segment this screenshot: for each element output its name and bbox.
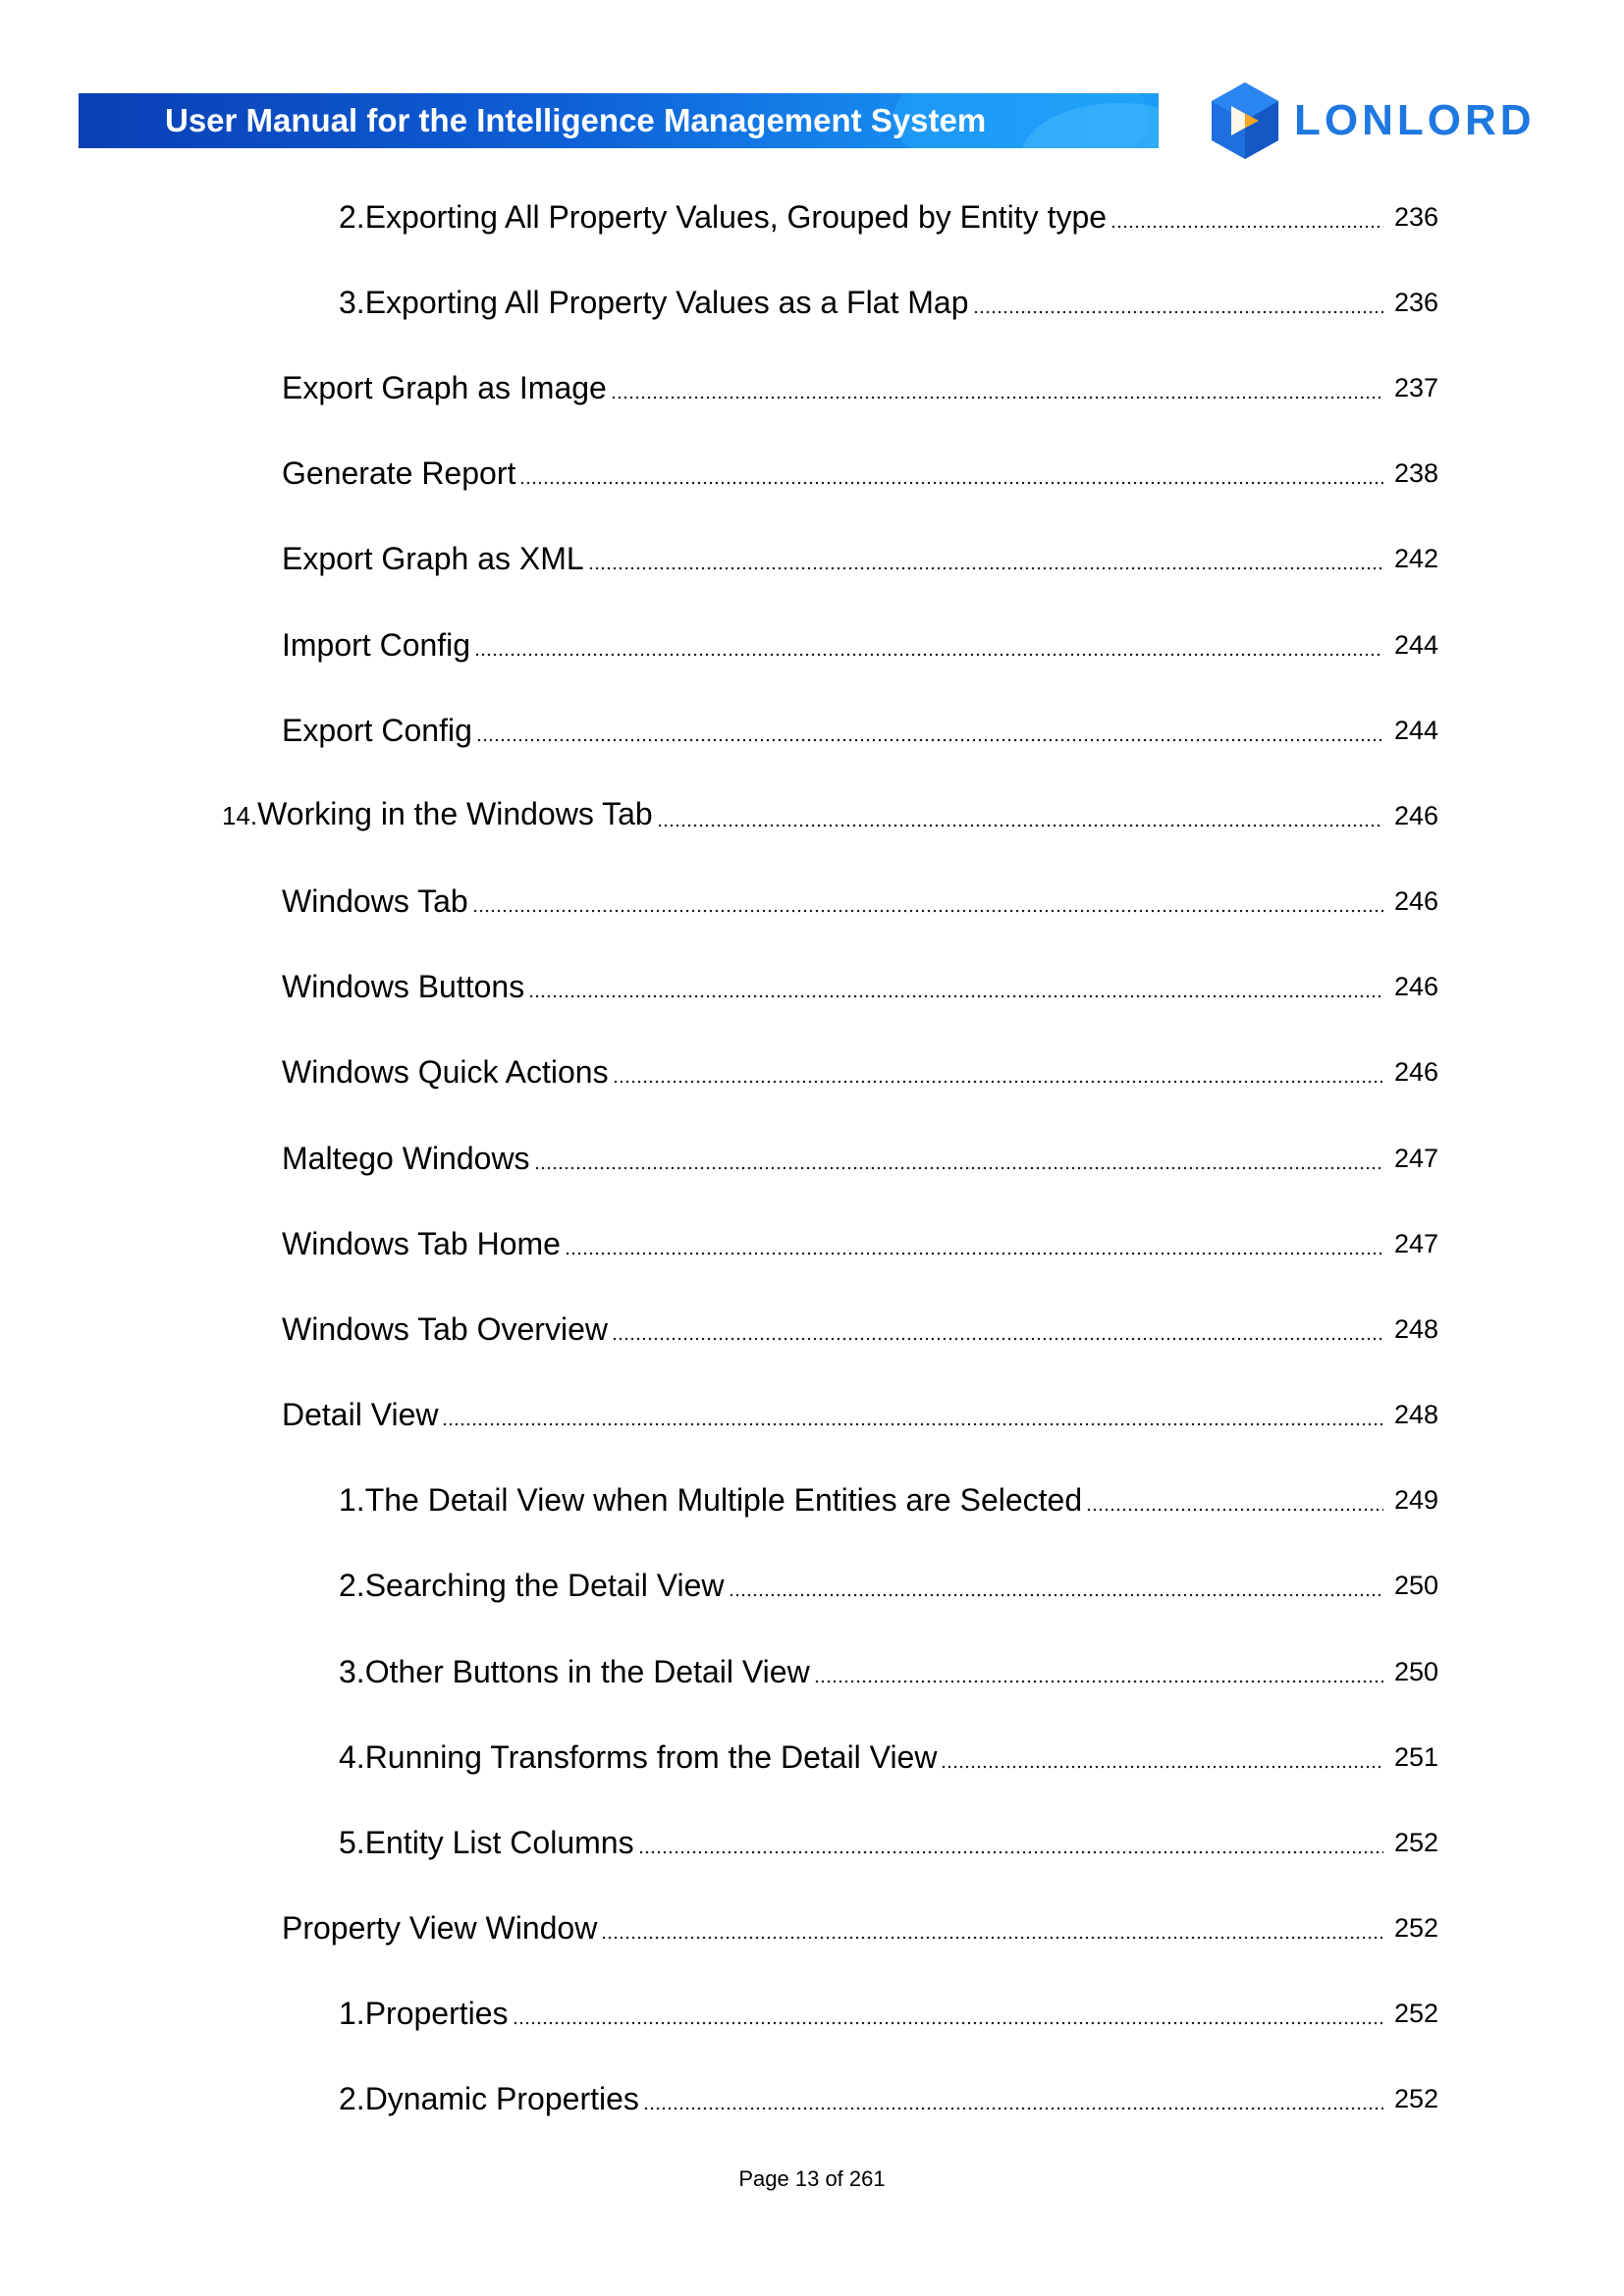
toc-entry[interactable]: [282, 1905, 1438, 1950]
toc-entry[interactable]: [339, 2076, 1438, 2121]
toc-entry[interactable]: [282, 708, 1438, 753]
leader-dots: [474, 653, 1383, 657]
toc-entry[interactable]: [339, 1735, 1438, 1780]
toc-page-number: 236: [1393, 202, 1438, 232]
leader-dots: [814, 1680, 1383, 1683]
toc-entry-title: 3.Exporting All Property Values as a Flat Map: [339, 285, 969, 320]
toc-entry-title: Maltego Windows: [282, 1141, 530, 1176]
toc-page-number: 250: [1393, 1657, 1438, 1686]
toc-entry-title: 2.Exporting All Property Values, Grouped by Entity type: [339, 199, 1108, 235]
toc-entry[interactable]: [282, 451, 1438, 496]
leader-dots: [643, 2107, 1383, 2110]
leader-dots: [611, 396, 1383, 400]
lonlord-logo-icon: [1210, 80, 1280, 161]
toc-entry-title: Windows Tab Overview: [282, 1311, 608, 1347]
toc-entry[interactable]: [282, 879, 1438, 924]
toc-page-number: 244: [1393, 716, 1438, 745]
document-title: User Manual for the Intelligence Management System: [165, 102, 987, 138]
leader-dots: [1110, 225, 1383, 229]
toc-entry-title: Export Config: [282, 713, 472, 748]
toc-entry-title: Property View Window: [282, 1910, 598, 1946]
leader-dots: [519, 481, 1383, 485]
toc-entry-title: Windows Tab Home: [282, 1226, 561, 1261]
toc-page-number: 252: [1393, 1999, 1438, 2028]
toc-entry-title: 1.The Detail View when Multiple Entities are Selected: [339, 1482, 1083, 1518]
toc-entry[interactable]: [282, 1392, 1438, 1437]
toc-entry[interactable]: [339, 194, 1438, 240]
toc-entry-title: 4.Running Transforms from the Detail View: [339, 1739, 938, 1775]
page-footer: Page 13 of 261: [738, 2166, 886, 2191]
toc-entry[interactable]: [339, 1563, 1438, 1608]
toc-entry-title: Windows Buttons: [282, 969, 525, 1004]
toc-page-number: 251: [1393, 1742, 1438, 1772]
logo-text: LONLORD: [1294, 96, 1536, 144]
leader-dots: [565, 1252, 1383, 1255]
toc-entry[interactable]: [339, 1649, 1438, 1694]
leader-dots: [657, 824, 1383, 828]
header-banner: [79, 93, 1159, 148]
leader-dots: [612, 1337, 1383, 1341]
toc-entry-title: Windows Quick Actions: [282, 1054, 609, 1090]
toc-page-number: 252: [1393, 2084, 1438, 2113]
toc-page-number: 242: [1393, 544, 1438, 573]
toc-page-number: 252: [1393, 1828, 1438, 1857]
toc-entry[interactable]: [282, 622, 1438, 667]
toc-page-number: 247: [1393, 1144, 1438, 1173]
leader-dots: [941, 1765, 1383, 1769]
company-logo: [1210, 80, 1563, 161]
toc-entry[interactable]: [282, 536, 1438, 581]
leader-dots: [472, 909, 1383, 913]
toc-page-number: 246: [1393, 886, 1438, 916]
toc-page-number: 244: [1393, 630, 1438, 660]
toc-page-number: 248: [1393, 1314, 1438, 1344]
toc-entry[interactable]: [282, 1049, 1438, 1095]
leader-dots: [528, 994, 1383, 998]
toc-entry-title: Windows Tab: [282, 883, 468, 919]
toc-entry-title: 5.Entity List Columns: [339, 1825, 634, 1860]
leader-dots: [513, 2021, 1383, 2025]
leader-dots: [973, 310, 1384, 314]
toc-entry[interactable]: [339, 1991, 1438, 2036]
toc-page-number: 248: [1393, 1400, 1438, 1429]
leader-dots: [588, 566, 1383, 570]
toc-page-number: 246: [1393, 801, 1438, 830]
toc-entry-title: Generate Report: [282, 455, 516, 491]
chapter-title: Working in the Windows Tab: [257, 796, 653, 831]
toc-entry[interactable]: [282, 964, 1438, 1009]
toc-page-number: 249: [1393, 1485, 1438, 1515]
toc-page-number: 236: [1393, 288, 1438, 317]
toc-page-number: 246: [1393, 972, 1438, 1001]
toc-entry-title: 2.Dynamic Properties: [339, 2081, 639, 2116]
toc-page-number: 238: [1393, 458, 1438, 488]
leader-dots: [442, 1422, 1383, 1426]
toc-entry-title: Import Config: [282, 627, 471, 663]
toc-entry-title: 2.Searching the Detail View: [339, 1568, 725, 1603]
toc-entry[interactable]: [282, 1136, 1438, 1181]
toc-entry-title: Export Graph as XML: [282, 541, 584, 576]
leader-dots: [729, 1593, 1383, 1597]
leader-dots: [534, 1166, 1383, 1170]
toc-page-number: 247: [1393, 1229, 1438, 1258]
toc-entry-title: 1.Properties: [339, 1996, 509, 2031]
toc-entry[interactable]: [282, 365, 1438, 410]
leader-dots: [476, 738, 1383, 742]
toc-page-number: 252: [1393, 1913, 1438, 1943]
leader-dots: [613, 1080, 1383, 1084]
leader-dots: [638, 1850, 1383, 1854]
toc-page-number: 246: [1393, 1057, 1438, 1087]
toc-entry[interactable]: [282, 1221, 1438, 1266]
toc-entry[interactable]: [282, 1307, 1438, 1352]
toc-entry-title: [222, 791, 653, 838]
toc-entry-title: Detail View: [282, 1397, 439, 1432]
toc-page-number: 237: [1393, 373, 1438, 402]
chapter-number: 14.: [222, 801, 258, 830]
toc-chapter-entry[interactable]: [222, 793, 1438, 838]
leader-dots: [1086, 1508, 1383, 1512]
toc-page-number: 250: [1393, 1571, 1438, 1600]
toc-entry[interactable]: [339, 280, 1438, 325]
toc-entry[interactable]: [339, 1820, 1438, 1865]
toc-entry[interactable]: [339, 1477, 1438, 1522]
toc-entry-title: Export Graph as Image: [282, 370, 607, 405]
toc-entry-title: 3.Other Buttons in the Detail View: [339, 1654, 810, 1689]
leader-dots: [601, 1936, 1383, 1940]
